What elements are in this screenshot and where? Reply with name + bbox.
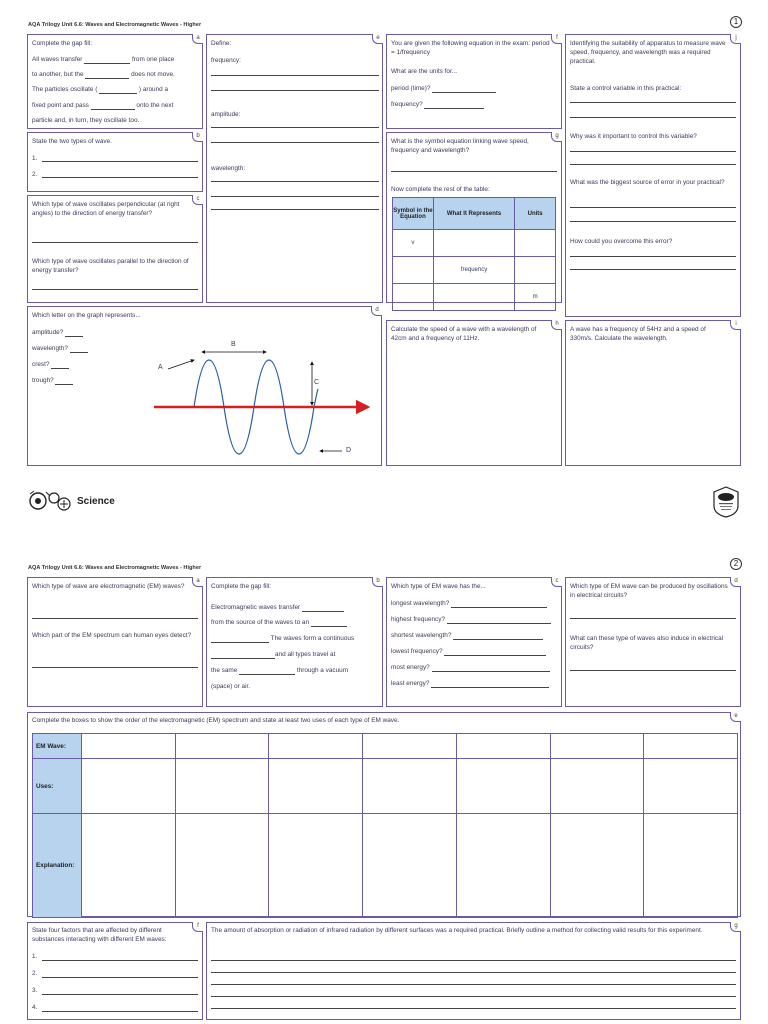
p1-g-r1c1: v: [393, 230, 434, 257]
em-wave-cell[interactable]: [456, 734, 550, 759]
em-spectrum-table: [32, 733, 738, 918]
p2-a-q2: Which part of the EM spectrum can human eyes detect?: [32, 632, 192, 639]
p2-d-q1-line[interactable]: [570, 618, 736, 619]
crest-pointer: [168, 360, 194, 369]
page1-header: AQA Trilogy Unit 6.6: Waves and Electromagnetic Waves - Higher: [28, 22, 202, 28]
p1-box-b: [27, 132, 203, 192]
em-wave-cell[interactable]: [644, 734, 738, 759]
p2-f-q: State four factors that are affected by different substances interacting with different EM waves:: [32, 927, 167, 943]
p1-a-blank-2[interactable]: [85, 72, 129, 79]
p1-a-l3a: The particles oscillate (: [32, 86, 98, 93]
p1-tag-b: b: [192, 132, 203, 142]
p1-g-r2c2: frequency: [433, 257, 514, 284]
p2-box-b: [206, 577, 383, 707]
p2-box-f: [27, 922, 203, 1020]
p1-tag-e: e: [372, 34, 383, 44]
p2-box-e: [27, 712, 741, 917]
p1-a-l2a: to another, but the: [32, 71, 84, 78]
p2-a-q1-line[interactable]: [32, 618, 198, 619]
em-explanation-cell[interactable]: [175, 814, 269, 918]
p2-d-q1: Which type of EM wave can be produced by oscillations in electrical circuits?: [570, 583, 728, 599]
p1-d-crest: crest?: [32, 361, 50, 368]
em-uses-cell[interactable]: [269, 759, 363, 814]
science-logo-icon: [26, 488, 74, 514]
p2-b-l5a: the same: [211, 667, 238, 674]
p2-tag-a: a: [192, 577, 203, 587]
em-uses-cell[interactable]: [550, 759, 644, 814]
p1-j-q3-line-2[interactable]: [570, 221, 736, 222]
p1-f-frequency-blank[interactable]: [424, 102, 484, 109]
p1-box-g: [386, 132, 562, 303]
p2-tag-f: f: [192, 922, 203, 932]
p1-g-r3c3: m: [515, 284, 556, 311]
p1-box-a: [27, 34, 203, 129]
p2-c-blank-3[interactable]: [453, 633, 543, 640]
page1-number: 1: [730, 16, 742, 28]
page2-number: 2: [730, 558, 742, 570]
p2-tag-g: g: [730, 922, 741, 932]
p2-box-a: [27, 577, 203, 707]
p1-tag-d: d: [371, 306, 382, 316]
p1-a-blank-1[interactable]: [84, 57, 130, 64]
p2-c-item-3: shortest wavelength?: [391, 632, 452, 639]
p1-g-q: What is the symbol equation linking wave speed, frequency and wavelength?: [391, 138, 529, 154]
em-explanation-cell[interactable]: [550, 814, 644, 918]
p1-a-l1a: All waves transfer: [32, 56, 83, 63]
p1-i-q: A wave has a frequency of 54Hz and a speed of 330m/s. Calculate the wavelength.: [570, 326, 706, 342]
p1-g-table: [392, 197, 556, 311]
p1-j-q1-line-2[interactable]: [570, 117, 736, 118]
p2-a-q2-line[interactable]: [32, 667, 198, 668]
footer-brand: Science: [77, 496, 115, 507]
p1-a-title: Complete the gap fill:: [32, 40, 93, 47]
p1-a-l1b: from one place: [132, 56, 175, 63]
p2-b-blank-3[interactable]: [211, 636, 269, 643]
p1-a-l4a: fixed point and pass: [32, 102, 89, 109]
p1-j-q4: How could you overcome this error?: [570, 238, 673, 245]
p1-tag-c: c: [192, 195, 203, 205]
p1-a-l3b: ) around a: [138, 86, 169, 93]
p1-j-q2-line-1[interactable]: [570, 151, 736, 152]
p1-g-r1c2[interactable]: [433, 230, 514, 257]
p1-e-wavelength: wavelength:: [211, 165, 246, 172]
em-wave-cell[interactable]: [175, 734, 269, 759]
p2-g-line-5[interactable]: [211, 1008, 736, 1009]
p1-box-f: [386, 34, 562, 129]
p1-d-trough: trough?: [32, 377, 54, 384]
p2-d-q2-line[interactable]: [570, 670, 736, 671]
p1-g-table-intro: Now complete the rest of the table:: [391, 186, 490, 193]
p2-box-c: [386, 577, 562, 707]
page2-header: AQA Trilogy Unit 6.6: Waves and Electromagnetic Waves - Higher: [28, 565, 202, 571]
p2-c-title: Which type of EM wave has the...: [391, 583, 486, 590]
p1-a-blank-3[interactable]: [99, 87, 137, 94]
em-row-header-wave: EM Wave:: [33, 734, 82, 759]
p1-c-line-2[interactable]: [32, 289, 198, 290]
p1-e-amp-line-1[interactable]: [211, 127, 379, 128]
em-explanation-cell[interactable]: [269, 814, 363, 918]
p1-j-intro: Identifying the suitability of apparatus to measure wave speed, frequency, and wavelength was a required practical.: [570, 40, 726, 65]
p2-c-blank-2[interactable]: [447, 617, 551, 624]
p1-g-r3c1[interactable]: [393, 284, 434, 311]
p1-d-wavelength: wavelength?: [32, 345, 68, 352]
p2-b-l6: (space) or air.: [211, 683, 251, 690]
p1-e-freq-line-1[interactable]: [211, 75, 379, 76]
wave-diagram: [28, 307, 383, 467]
p1-a-l4b: onto the next: [136, 102, 174, 109]
p2-a-q1: Which type of wave are electromagnetic (EM) waves?: [32, 583, 185, 590]
p1-g-r3c2[interactable]: [433, 284, 514, 311]
wave-label-b: B: [231, 341, 236, 348]
p1-box-i: [565, 320, 741, 466]
em-uses-cell[interactable]: [644, 759, 738, 814]
em-wave-cell[interactable]: [363, 734, 457, 759]
p1-j-q4-line-1[interactable]: [570, 256, 736, 257]
em-wave-cell[interactable]: [269, 734, 363, 759]
p1-box-j: [565, 34, 741, 317]
p1-e-wl-line-1[interactable]: [211, 181, 379, 182]
p1-tag-g: g: [551, 132, 562, 142]
p2-e-title: Complete the boxes to show the order of the electromagnetic (EM) spectrum and state at least two uses of each type of EM wave.: [32, 717, 400, 724]
p2-b-blank-5[interactable]: [239, 668, 295, 675]
p1-b-n2: 2.: [32, 171, 38, 178]
p2-c-blank-5[interactable]: [432, 665, 550, 672]
p1-a-l2b: does not move.: [131, 71, 175, 78]
p1-e-freq-line-2[interactable]: [211, 90, 379, 91]
p1-g-r2c1[interactable]: [393, 257, 434, 284]
p2-g-q: The amount of absorption or radiation of infrared radiation by different surfaces was a required practical. Briefly outline a method for collecting valid results for this experiment.: [211, 927, 703, 934]
p2-b-blank-1[interactable]: [302, 605, 344, 612]
em-uses-cell[interactable]: [82, 759, 176, 814]
p1-e-title: Define:: [211, 40, 232, 47]
em-uses-cell[interactable]: [175, 759, 269, 814]
p1-j-q1-line-1[interactable]: [570, 102, 736, 103]
p1-f-frequency: frequency?: [391, 101, 423, 108]
p2-c-item-6: least energy?: [391, 680, 430, 687]
p2-d-q2: What can these type of waves also induce in electrical circuits?: [570, 635, 724, 651]
p1-j-q2: Why was it important to control this variable?: [570, 133, 697, 140]
p2-b-l1: Electromagnetic waves transfer: [211, 604, 301, 611]
p1-f-intro: You are given the following equation in the exam: period = 1/frequency: [391, 40, 550, 56]
p1-e-amp-line-2[interactable]: [211, 142, 379, 143]
p1-f-period-blank[interactable]: [432, 86, 496, 93]
p2-f-n3: 3.: [32, 987, 38, 994]
em-row-header-explanation: Explanation:: [33, 814, 82, 918]
p1-g-r1c3[interactable]: [515, 230, 556, 257]
p1-j-q3: What was the biggest source of error in your practical?: [570, 179, 725, 186]
p1-tag-i: i: [730, 320, 741, 330]
p1-d-amplitude: amplitude?: [32, 329, 64, 336]
p1-e-amplitude: amplitude:: [211, 111, 241, 118]
p2-box-g: [206, 922, 741, 1020]
em-wave-cell[interactable]: [550, 734, 644, 759]
p1-a-blank-4[interactable]: [91, 103, 135, 110]
p2-c-item-1: longest wavelength?: [391, 600, 450, 607]
p2-f-line-2[interactable]: [42, 977, 198, 978]
p2-g-line-3[interactable]: [211, 984, 736, 985]
p2-c-blank-6[interactable]: [431, 681, 549, 688]
p2-g-line-4[interactable]: [211, 996, 736, 997]
p2-b-title: Complete the gap fill:: [211, 583, 272, 590]
p2-b-l5b: through a vacuum: [296, 667, 349, 674]
p2-f-n2: 2.: [32, 970, 38, 977]
p1-tag-j: j: [730, 34, 741, 44]
p1-c-line-1[interactable]: [32, 242, 198, 243]
p2-f-line-3[interactable]: [42, 994, 198, 995]
p2-tag-e: e: [730, 712, 741, 722]
p1-f-q: What are the units for...: [391, 68, 458, 75]
p2-c-item-2: highest frequency?: [391, 616, 446, 623]
em-row-header-uses: Uses:: [33, 759, 82, 814]
p2-tag-d: d: [730, 577, 741, 587]
em-uses-cell[interactable]: [363, 759, 457, 814]
p1-j-q3-line-1[interactable]: [570, 207, 736, 208]
p1-g-r2c3[interactable]: [515, 257, 556, 284]
p1-d-title: Which letter on the graph represents...: [32, 312, 141, 319]
p2-b-blank-4[interactable]: [211, 652, 275, 659]
p1-tag-a: a: [192, 34, 203, 44]
wave-label-a: A: [158, 364, 163, 371]
p2-g-line-2[interactable]: [211, 972, 736, 973]
p2-b-l2: from the source of the waves to an: [211, 619, 310, 626]
em-explanation-cell[interactable]: [456, 814, 550, 918]
p1-box-h: [386, 320, 562, 466]
p2-c-blank-4[interactable]: [444, 649, 546, 656]
p2-box-d: [565, 577, 741, 707]
p2-tag-b: b: [372, 577, 383, 587]
p1-g-th-units: Units: [515, 198, 556, 230]
p1-b-line-1[interactable]: [42, 161, 198, 162]
p1-b-line-2[interactable]: [42, 177, 198, 178]
p2-b-l4: and all types travel at: [275, 651, 336, 658]
p2-c-item-4: lowest frequency?: [391, 648, 443, 655]
p2-tag-c: c: [551, 577, 562, 587]
p1-box-d: [27, 306, 382, 466]
em-wave-cell[interactable]: [82, 734, 176, 759]
p2-g-line-1[interactable]: [211, 960, 736, 961]
wave-label-c: C: [314, 379, 320, 386]
wave-label-d: D: [346, 447, 352, 454]
p1-c-q2: Which type of wave oscillates parallel to the direction of energy transfer?: [32, 258, 189, 274]
p2-b-blank-2[interactable]: [311, 620, 347, 627]
p1-c-q1: Which type of wave oscillates perpendicular (at right angles) to the direction of energy transfer?: [32, 201, 180, 217]
p2-c-item-5: most energy?: [391, 664, 430, 671]
p2-f-line-1[interactable]: [42, 960, 198, 961]
em-uses-cell[interactable]: [456, 759, 550, 814]
p2-f-n1: 1.: [32, 953, 38, 960]
em-explanation-cell[interactable]: [644, 814, 738, 918]
p1-box-c: [27, 195, 203, 303]
em-explanation-cell[interactable]: [363, 814, 457, 918]
em-explanation-cell[interactable]: [82, 814, 176, 918]
p1-f-period: period (time)?: [391, 85, 431, 92]
p1-b-title: State the two types of wave.: [32, 138, 112, 145]
p2-f-line-4[interactable]: [42, 1011, 198, 1012]
p1-a-l5: particle and, in turn, they oscillate too.: [32, 117, 140, 124]
p1-j-q4-line-2[interactable]: [570, 269, 736, 270]
p2-f-n4: 4.: [32, 1004, 38, 1011]
p1-tag-f: f: [551, 34, 562, 44]
p1-e-wl-line-3[interactable]: [211, 209, 379, 210]
p1-g-line[interactable]: [391, 171, 557, 172]
p1-g-th-represents: What It Represents: [433, 198, 514, 230]
p1-e-frequency: frequency:: [211, 57, 241, 64]
p1-j-q2-line-2[interactable]: [570, 164, 736, 165]
p1-b-n1: 1.: [32, 155, 38, 162]
p1-tag-h: h: [551, 320, 562, 330]
p1-g-th-symbol: Symbol in the Equation: [393, 198, 434, 230]
p1-j-q1: State a control variable in this practical:: [570, 85, 682, 92]
twinkl-badge-icon: [711, 486, 741, 518]
p2-b-l3: The waves form a continuous: [270, 635, 355, 642]
p1-h-q: Calculate the speed of a wave with a wavelength of 42cm and a frequency of 11Hz.: [391, 326, 537, 342]
p2-c-blank-1[interactable]: [451, 601, 547, 608]
p1-e-wl-line-2[interactable]: [211, 196, 379, 197]
p1-box-e: [206, 34, 383, 303]
